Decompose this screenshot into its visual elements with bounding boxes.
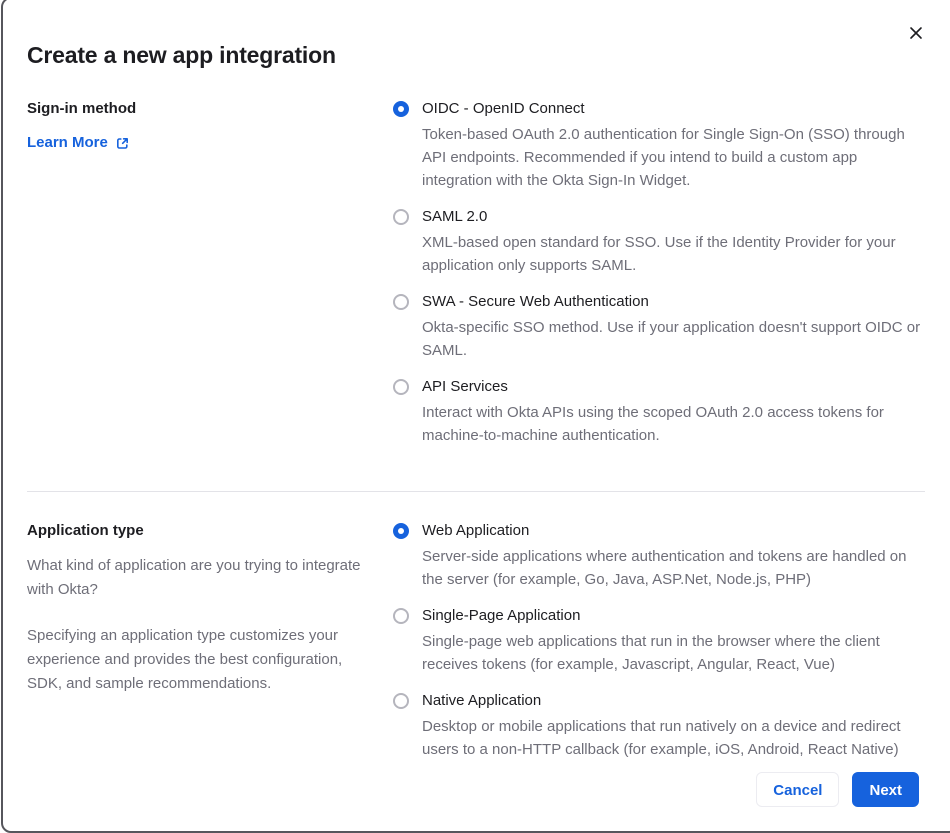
- next-button[interactable]: Next: [852, 772, 919, 807]
- close-icon: [908, 25, 924, 41]
- option-oidc-label[interactable]: OIDC - OpenID Connect: [422, 100, 585, 117]
- learn-more-label: Learn More: [27, 134, 108, 151]
- apptype-paragraph-1: What kind of application are you trying to integrate with Okta?: [27, 557, 361, 598]
- option-oidc[interactable]: [393, 98, 925, 192]
- option-api-services-label[interactable]: API Services: [422, 378, 508, 395]
- signin-options: [393, 98, 925, 461]
- modal-header: [3, 0, 950, 70]
- apptype-heading: Application type: [27, 522, 144, 539]
- radio-web-application[interactable]: [393, 523, 409, 539]
- option-api-services[interactable]: [393, 376, 925, 447]
- radio-native-application[interactable]: [393, 693, 409, 709]
- signin-heading: Sign-in method: [27, 100, 137, 117]
- option-swa[interactable]: [393, 291, 925, 362]
- section-divider: [27, 491, 925, 492]
- external-link-icon: [115, 136, 130, 151]
- radio-oidc[interactable]: [393, 101, 409, 117]
- option-spa[interactable]: [393, 605, 925, 676]
- option-native-application-label[interactable]: Native Application: [422, 692, 542, 709]
- modal-title: Create a new app integration: [27, 42, 336, 68]
- cancel-button[interactable]: Cancel: [756, 772, 839, 807]
- signin-left-column: [27, 98, 372, 461]
- radio-api-services[interactable]: [393, 379, 409, 395]
- option-api-services-description: Interact with Okta APIs using the scoped OAuth 2.0 access tokens for machine-to-machine authentication.: [422, 404, 884, 444]
- option-swa-description: Okta-specific SSO method. Use if your application doesn't support OIDC or SAML.: [422, 319, 921, 359]
- radio-swa[interactable]: [393, 294, 409, 310]
- apptype-paragraph-2: Specifying an application type customizes your experience and provides the best configuration, SDK, and sample recommendations.: [27, 627, 343, 692]
- application-type-section: [3, 520, 950, 775]
- option-spa-description: Single-page web applications that run in the browser where the client receives tokens (for example, Javascript, Angular, React, Vue): [422, 633, 880, 673]
- option-web-application[interactable]: [393, 520, 925, 591]
- option-saml-label[interactable]: SAML 2.0: [422, 208, 488, 225]
- radio-saml[interactable]: [393, 209, 409, 225]
- option-saml[interactable]: [393, 206, 925, 277]
- create-app-integration-modal: [1, 0, 950, 833]
- option-web-application-description: Server-side applications where authentication and tokens are handled on the server (for example, Go, Java, ASP.Net, Node.js, PHP): [422, 548, 907, 588]
- option-native-application[interactable]: [393, 690, 925, 761]
- option-swa-label[interactable]: SWA - Secure Web Authentication: [422, 293, 649, 310]
- option-saml-description: XML-based open standard for SSO. Use if the Identity Provider for your application only supports SAML.: [422, 234, 896, 274]
- option-native-application-description: Desktop or mobile applications that run natively on a device and redirect users to a non-HTTP callback (for example, iOS, Android, React Native): [422, 718, 901, 758]
- radio-spa[interactable]: [393, 608, 409, 624]
- apptype-left-column: [27, 520, 372, 775]
- option-spa-label[interactable]: Single-Page Application: [422, 607, 581, 624]
- option-web-application-label[interactable]: Web Application: [422, 522, 530, 539]
- learn-more-link[interactable]: [27, 132, 130, 154]
- signin-method-section: [3, 98, 950, 461]
- option-oidc-description: Token-based OAuth 2.0 authentication for Single Sign-On (SSO) through API endpoints. Recommended if you intend to build a custom app integration with the Okta Sign-In Widget.: [422, 126, 905, 189]
- modal-footer: [756, 772, 919, 807]
- close-button[interactable]: [906, 23, 926, 43]
- apptype-options: [393, 520, 925, 775]
